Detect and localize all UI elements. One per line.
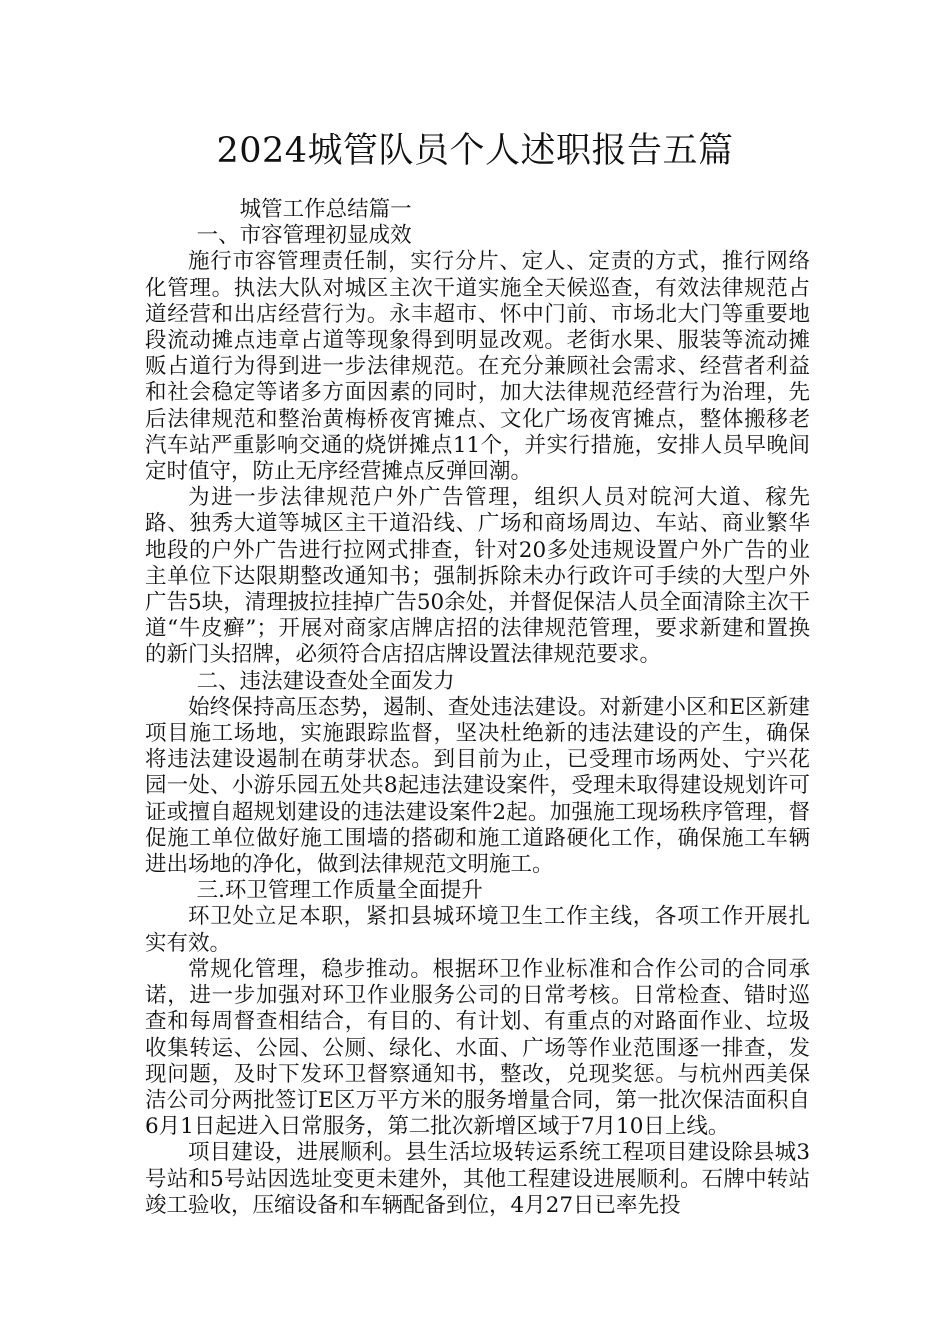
document-title: 2024城管队员个人述职报告五篇 xyxy=(216,131,734,171)
body-paragraph: 为进一步法律规范户外广告管理，组织人员对皖河大道、稼先路、独秀大道等城区主干道沿线、广场和商场周边、车站、商业繁华地段的户外广告进行拉网式排查，针对20多处违规设置户外广告的业主单位下达限期整改通知书；强制拆除未办行政许可手续的大型户外广告5块，清理披拉挂掉广告50余处，并督促保洁人员全面清除主次干道“牛皮癣”；开展对商家店牌店招的法律规范管理，要求新建和置换的新门头招牌，必须符合店招店牌设置法律规范要求。 xyxy=(145,485,810,668)
body-paragraph: 始终保持高压态势，遏制、查处违法建设。对新建小区和E区新建项目施工场地，实施跟踪监督，坚决杜绝新的违法建设的产生，确保将违法建设遏制在萌芽状态。到目前为止，已受理市场两处、宁兴花园一处、小游乐园五处共8起违法建设案件，受理未取得建设规划许可证或擅自超规划建设的违法建设案件2起。加强施工现场秩序管理，督促施工单位做好施工围墙的搭砌和施工道路硬化工作，确保施工车辆进出场地的净化，做到法律规范文明施工。 xyxy=(145,694,810,878)
body-paragraph: 项目建设，进展顺利。县生活垃圾转运系统工程项目建设除县城3号站和5号站因选址变更未建外，其他工程建设进展顺利。石牌中转站竣工验收，压缩设备和车辆配备到位，4月27日已率先投 xyxy=(145,1140,810,1218)
section-heading: 二、违法建设查处全面发力 xyxy=(196,668,455,694)
body-paragraph: 常规化管理，稳步推动。根据环卫作业标准和合作公司的合同承诺，进一步加强对环卫作业服务公司的日常考核。日常检查、错时巡查和每周督查相结合，有目的、有计划、有重点的对路面作业、垃圾收集转运、公园、公厕、绿化、水面、广场等作业范围逐一排查，发现问题，及时下发环卫督察通知书，整改，兑现奖惩。与杭州西美保洁公司分两批签订E区万平方米的服务增量合同，第一批次保洁面积自6月1日起进入日常服务，第二批次新增区域于7月10日上线。 xyxy=(145,956,810,1140)
section-label: 城管工作总结篇一 xyxy=(239,197,412,222)
section-heading: 一、市容管理初显成效 xyxy=(196,223,412,249)
document-body xyxy=(145,197,810,1219)
section-heading: 三.环卫管理工作质量全面提升 xyxy=(196,878,483,904)
body-paragraph: 施行市容管理责任制，实行分片、定人、定责的方式，推行网络化管理。执法大队对城区主次干道实施全天候巡查，有效法律规范占道经营和出店经营行为。永丰超市、怀中门前、市场北大门等重要地段流动摊点违章占道等现象得到明显改观。老街水果、服装等流动摊贩占道行为得到进一步法律规范。在充分兼顾社会需求、经营者利益和社会稳定等诸多方面因素的同时，加大法律规范经营行为治理，先后法律规范和整治黄梅桥夜宵摊点、文化广场夜宵摊点，整体搬移老汽车站严重影响交通的烧饼摊点11个，并实行措施，安排人员早晚间定时值守，防止无序经营摊点反弹回潮。 xyxy=(145,249,810,485)
body-paragraph: 环卫处立足本职，紧扣县城环境卫生工作主线，各项工作开展扎实有效。 xyxy=(145,904,810,956)
